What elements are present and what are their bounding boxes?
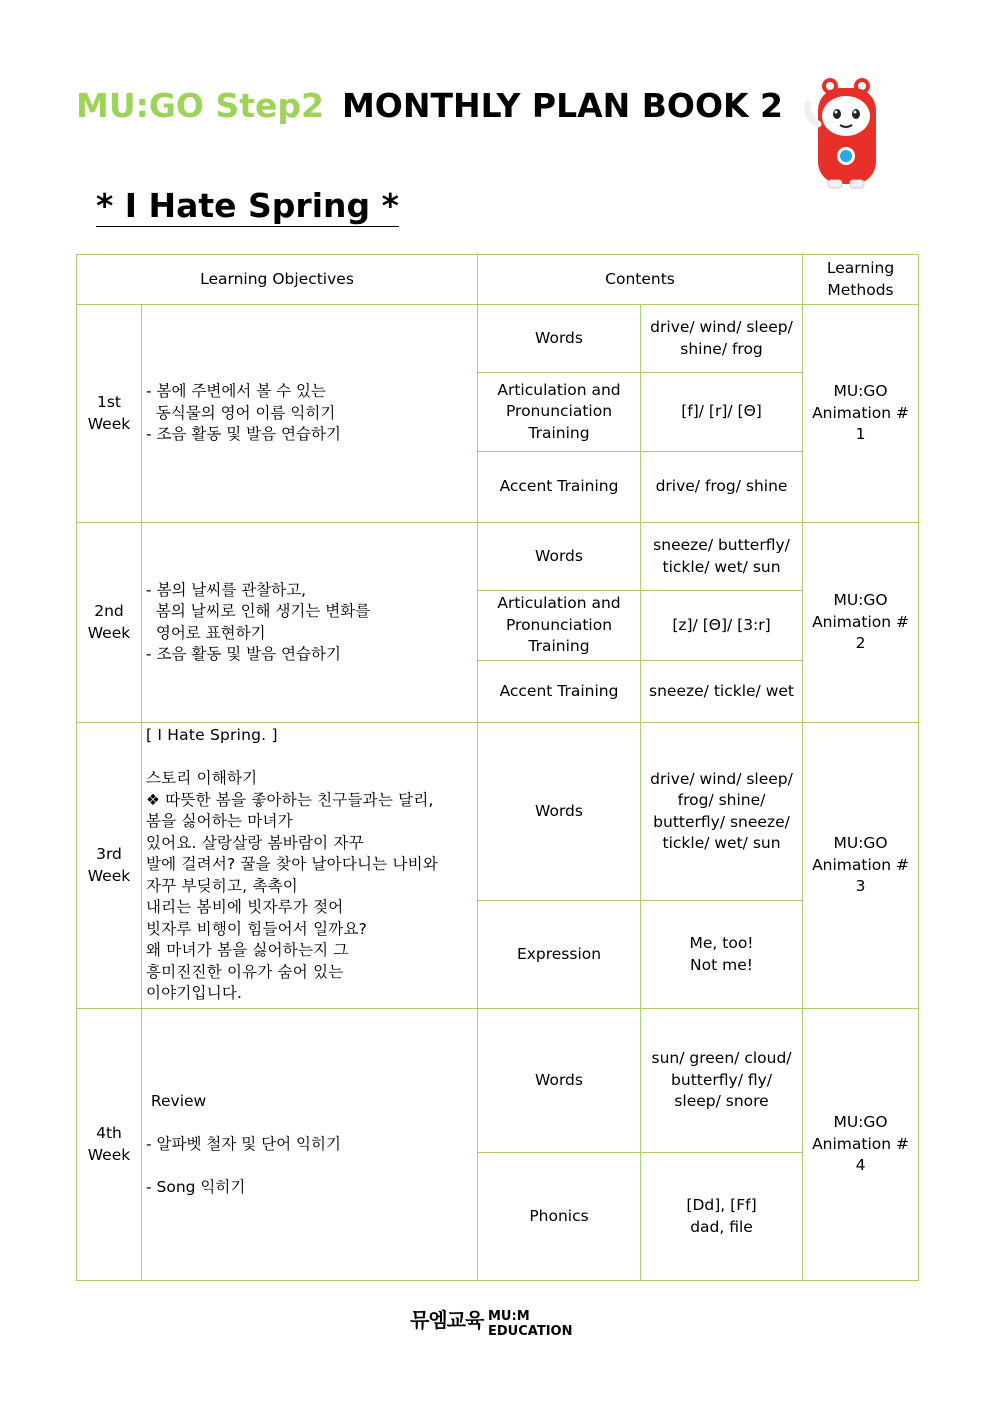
header-learning-methods: Learning Methods [803,255,919,305]
header-contents: Contents [478,255,803,305]
content-value: sun/ green/ cloud/ butterfly/ fly/ sleep/ snore [641,1009,803,1153]
story-title: * I Hate Spring * [96,186,399,225]
page-title [76,86,783,125]
content-type: Words [478,723,641,901]
table-row [77,723,919,901]
header-learning-objectives: Learning Objectives [77,255,478,305]
week-objectives: - 봄에 주변에서 볼 수 있는 동식물의 영어 이름 익히기 - 조음 활동 및 발음 연습하기 [142,305,478,523]
content-value: drive/ wind/ sleep/ frog/ shine/ butterfly/ sneeze/ tickle/ wet/ sun [641,723,803,901]
footer-english-name: MU:M EDUCATION [488,1309,573,1339]
week-label: 4th Week [77,1009,142,1281]
week-label: 3rd Week [77,723,142,1009]
week-objectives: Review - 알파벳 철자 및 단어 익히기 - Song 익히기 [142,1009,478,1281]
week-label: 2nd Week [77,523,142,723]
week-objectives: - 봄의 날씨를 관찰하고, 봄의 날씨로 인해 생기는 변화를 영어로 표현하기 - 조음 활동 및 발음 연습하기 [142,523,478,723]
learning-method: MU:GO Animation # 4 [803,1009,919,1281]
mascot-character-icon [800,74,892,192]
content-type: Accent Training [478,452,641,523]
week-label: 1st Week [77,305,142,523]
content-type: Accent Training [478,661,641,723]
content-value: drive/ frog/ shine [641,452,803,523]
story-summary: [ I Hate Spring. ] 스토리 이해하기 ❖ 따뜻한 봄을 좋아하는 친구들과는 달리, 봄을 싫어하는 마녀가 있어요. 살랑살랑 봄바람이 자꾸 발에 걸려서? 꿀을 찾아 날아다니는 나비와 자꾸 부딪히고, 촉촉이 내리는 봄비에 빗자루가 젖어 빗자루 비행이 힘들어서 일까요? 왜 마녀가 봄을 싫어하는지 그 흥미진진한 이유가 숨어 있는 이야기입니다. [142,723,478,1009]
table-row [77,523,919,591]
content-value: sneeze/ tickle/ wet [641,661,803,723]
content-value: [f]/ [r]/ [Θ] [641,373,803,452]
content-type: Expression [478,901,641,1009]
learning-method: MU:GO Animation # 3 [803,723,919,1009]
footer-logo [410,1304,610,1339]
content-type: Articulation and Pronunciation Training [478,591,641,661]
content-type: Words [478,1009,641,1153]
brand-name: MU:GO Step2 [76,86,324,125]
content-type: Phonics [478,1153,641,1281]
book-title: MONTHLY PLAN BOOK 2 [341,86,784,125]
learning-method: MU:GO Animation # 2 [803,523,919,723]
table-header-row [77,255,919,305]
table-row [77,1009,919,1153]
monthly-plan-table [76,254,919,1281]
learning-method: MU:GO Animation # 1 [803,305,919,523]
content-value: drive/ wind/ sleep/ shine/ frog [641,305,803,373]
table-row [77,305,919,373]
content-value: [Dd], [Ff] dad, file [641,1153,803,1281]
content-type: Words [478,305,641,373]
footer-korean-name: 뮤엠교육 [410,1308,484,1332]
content-type: Words [478,523,641,591]
content-value: [z]/ [Θ]/ [3:r] [641,591,803,661]
content-value: Me, too! Not me! [641,901,803,1009]
content-type: Articulation and Pronunciation Training [478,373,641,452]
content-value: sneeze/ butterfly/ tickle/ wet/ sun [641,523,803,591]
